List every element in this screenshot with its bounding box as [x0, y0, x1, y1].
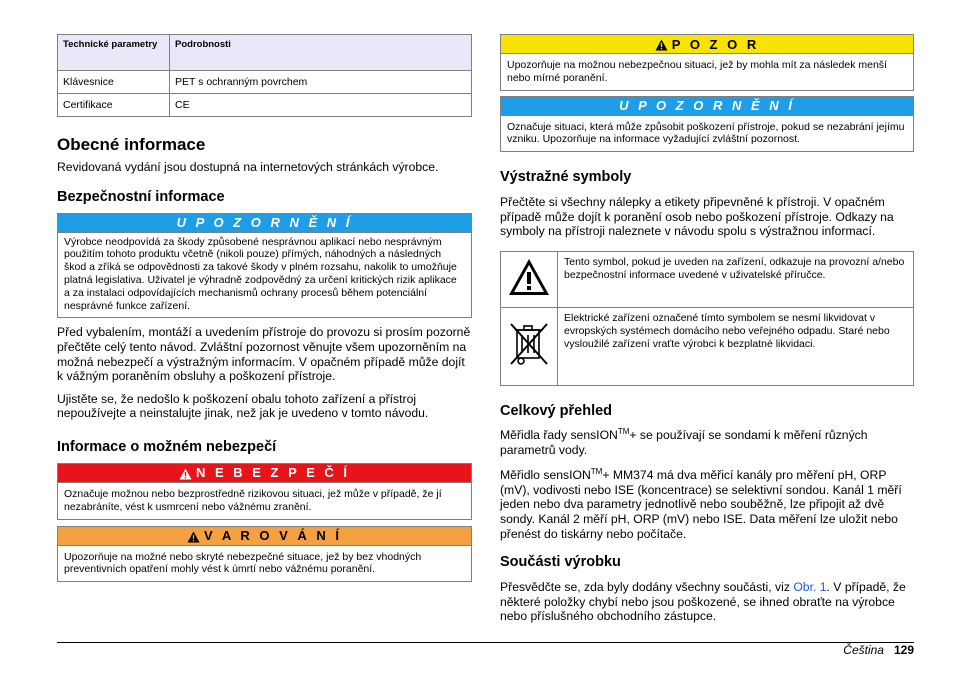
warning-triangle-icon — [187, 531, 200, 543]
spec-cell: PET s ochranným povrchem — [170, 71, 472, 94]
crossed-bin-icon — [507, 318, 551, 370]
components-text: Přesvědčte se, zda byly dodány všechny součásti, viz Obr. 1. V případě, že některé položky chybí nebo jsou poškozené, se ihned obraťte na výrobce nebo příslušného obchodního zástupce. — [500, 580, 906, 624]
safety-paragraph-1: Před vybalením, montáží a uvedením přístroje do provozu si prosím pozorně přečtěte celý tento návod. Zvláštní pozornost věnujte všem upozorněním na možná nebezpečí a výstražným informacím. V opačném případě může dojít k vážným poraněním obsluhy a poškození přístroje. — [57, 325, 471, 384]
overview-paragraph-1: Měřidla řady sensION™+ se používají se sondami k měření různých parametrů vody. — [500, 426, 868, 457]
danger-text: Označuje možnou nebo bezprostředně rizikovou situaci, jež může v případě, že jí nezabráníte, vést k usmrcení nebo vážnému zranění. — [64, 487, 442, 513]
page-number: 129 — [893, 643, 914, 657]
warning-triangle-icon — [655, 39, 668, 51]
table-row — [58, 71, 472, 94]
spec-cell: CE — [170, 94, 472, 117]
caution-label: P O Z O R — [671, 36, 760, 52]
figure-link[interactable]: Obr. 1 — [793, 580, 827, 595]
warning-triangle-icon — [507, 257, 551, 297]
general-info-text: Revidovaná vydání jsou dostupná na internetových stránkách výrobce. — [57, 160, 439, 174]
danger-bar — [58, 464, 471, 483]
caution-box — [500, 34, 914, 91]
overview-heading: Celkový přehled — [500, 402, 613, 419]
warning-box — [57, 526, 472, 583]
safety-heading: Bezpečnostní informace — [57, 188, 225, 205]
safety-paragraph-2: Ujistěte se, že nedošlo k poškození obalu tohoto zařízení a přístroj nepoužívejte a neinstalujte jinak, než jak je uvedeno v tomto návodu. — [57, 391, 429, 421]
spec-header-details: Podrobnosti — [170, 35, 472, 71]
footer-divider — [57, 642, 914, 643]
device-notice-box — [500, 96, 914, 153]
danger-box — [57, 463, 472, 520]
spec-header-params: Technické parametry — [58, 35, 170, 71]
spec-table — [57, 34, 472, 117]
safety-notice-text: Výrobce neodpovídá za škody způsobené nesprávnou aplikací nebo nesprávným použitím tohoto produktu včetně (nikoli pouze) přímých, náhodných a následných škod a zříká se odpovědnosti za takové škody v plném rozsahu, nakolik to umožňuje platná legislativa. Uživatel je výhradně zodpovědný za určení kritických rizik aplikace a za instalaci odpovídajících mechanismů ochrany procesů během potenciální nesprávné funkce zařízení. — [64, 235, 457, 312]
symbol-desc: Elektrické zařízení označené tímto symbolem se nesmí likvidovat v evropských systémech domácího nebo veřejného odpadu. Staré nebo vysloužilé zařízení vraťte výrobci k bezplatné likvidaci. — [558, 307, 914, 385]
device-notice-text: Označuje situaci, která může způsobit poškození přístroje, pokud se nezabrání jejímu vzniku. Upozorňuje na informace vyžadující zvláštní pozornost. — [507, 120, 905, 146]
symbols-heading: Výstražné symboly — [500, 169, 632, 186]
warning-bar — [58, 527, 471, 546]
notice-label: U P O Z O R N Ě N Í — [58, 214, 471, 233]
spec-table-header — [58, 35, 472, 71]
notice-label: U P O Z O R N Ě N Í — [501, 97, 913, 116]
symbol-desc: Tento symbol, pokud je uveden na zařízení, odkazuje na provozní a/nebo bezpečnostní informace uvedené v uživatelské příručce. — [558, 251, 914, 307]
caution-text: Upozorňuje na možnou nebezpečnou situaci, jež by mohla mít za následek menší nebo mírné poranění. — [507, 59, 887, 84]
general-info-heading: Obecné informace — [57, 135, 206, 154]
spec-cell: Klávesnice — [58, 71, 170, 94]
symbols-table — [500, 251, 914, 386]
caution-bar — [501, 35, 913, 54]
warning-text: Upozorňuje na možné nebo skryté nebezpečné situace, jež by bez vhodných preventivních opatření mohly vést k úmrtí nebo vážnému poranění. — [64, 550, 422, 576]
warning-label: V A R O V Á N Í — [204, 528, 342, 544]
table-row — [501, 307, 914, 385]
safety-notice-box — [57, 213, 472, 319]
right-column — [500, 34, 914, 624]
warning-triangle-icon — [179, 468, 192, 480]
hazard-heading: Informace o možném nebezpečí — [57, 438, 277, 455]
table-row — [58, 94, 472, 117]
footer-language: Čeština — [843, 643, 884, 657]
page-footer — [843, 643, 914, 657]
spec-cell: Certifikace — [58, 94, 170, 117]
overview-paragraph-2: Měřidlo sensION™+ MM374 má dva měřicí kanály pro měření pH, ORP (mV), vodivosti nebo ISE (koncentrace) se selektivní sondou. Kanál 1 měří jeden nebo dva parametry jednotlivě nebo souběžně, lze připojit až dvě sondy. Kanál 2 měří pH, ORP (mV) nebo ISE. Data měření lze uložit nebo přenést do tiskárny nebo počítače. — [500, 467, 902, 541]
symbols-text: Přečtěte si všechny nálepky a etikety připevněné k přístroji. V opačném případě může dojít k poranění osob nebo poškození přístroje. Odkazy na symboly na přístroji naleznete v návodu spolu s výstražnou informací. — [500, 195, 894, 239]
left-column — [57, 34, 472, 582]
table-row — [501, 251, 914, 307]
components-heading: Součásti výrobku — [500, 554, 621, 571]
danger-label: N E B E Z P E Č Í — [195, 465, 351, 481]
